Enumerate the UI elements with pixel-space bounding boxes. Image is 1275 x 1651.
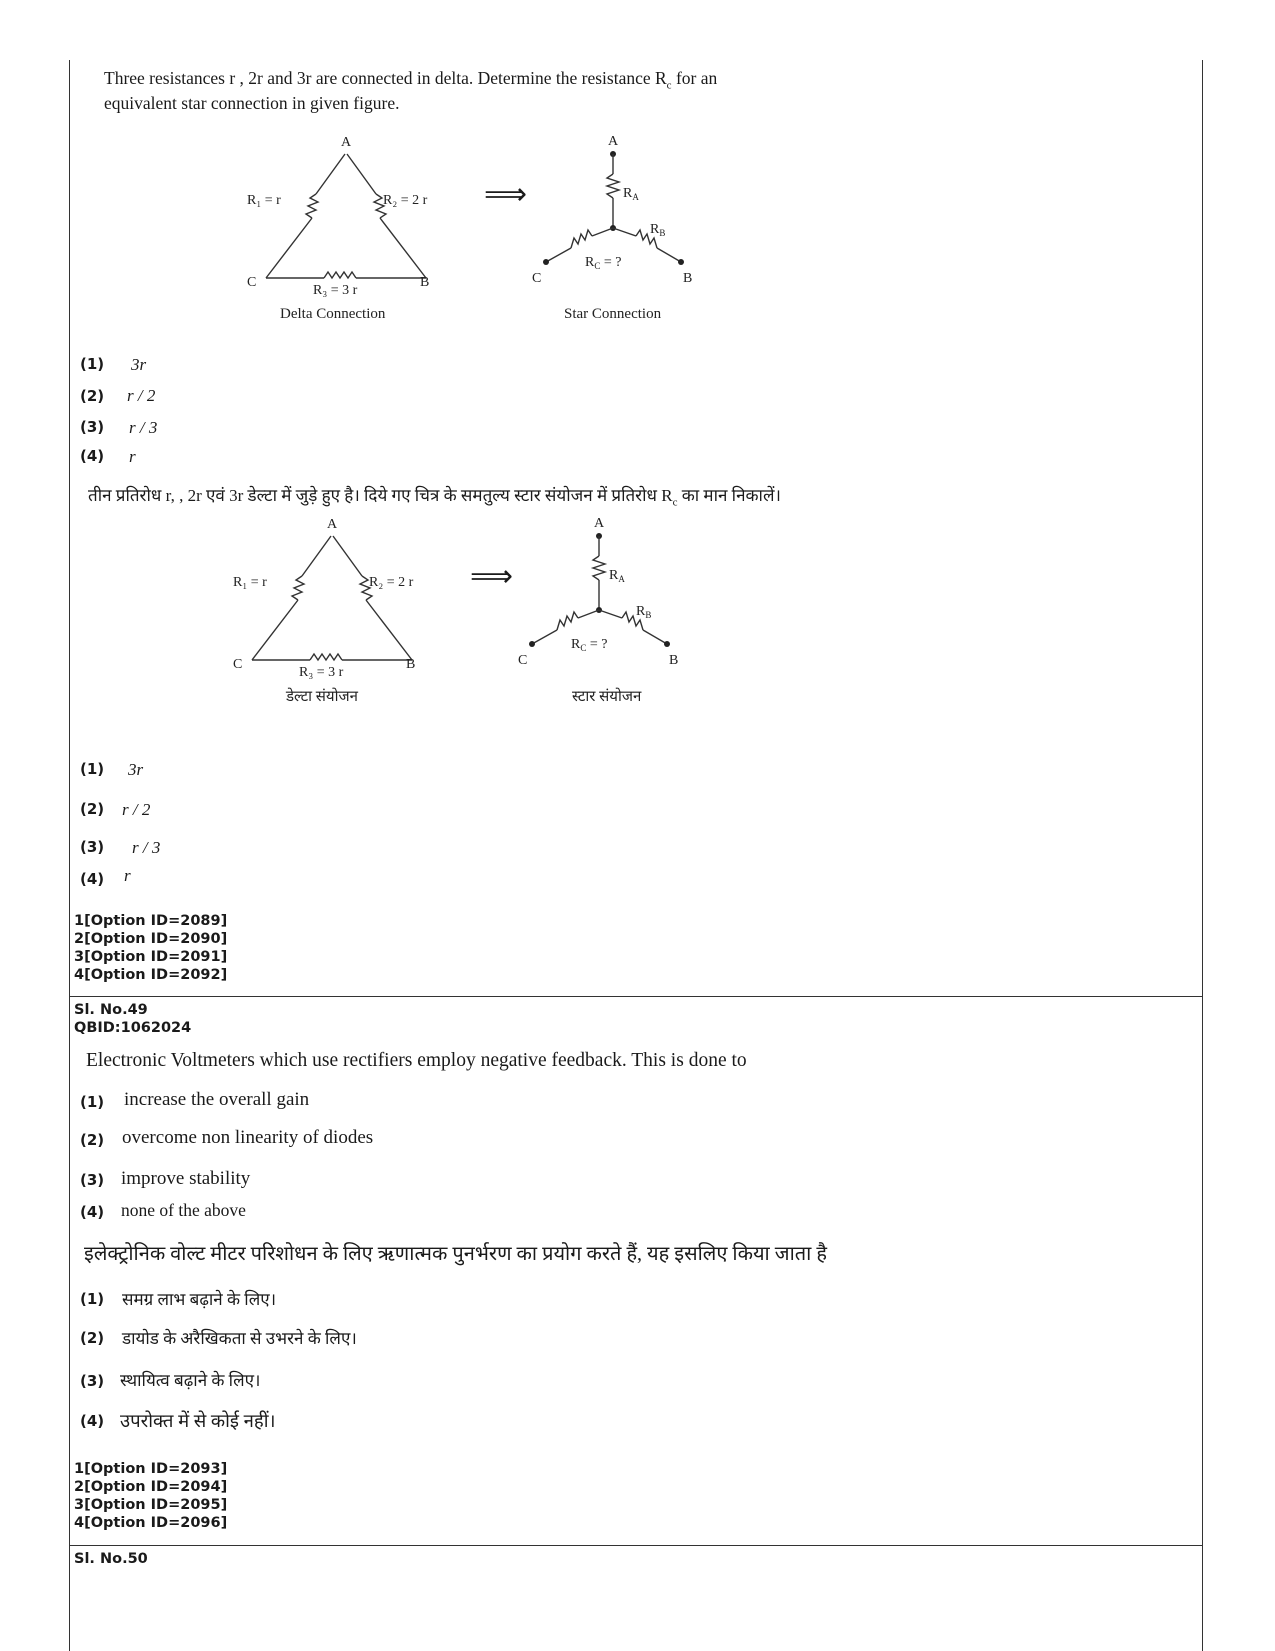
option-text: समग्र लाभ बढ़ाने के लिए। [122,1290,277,1309]
option-number: (1) [80,355,105,373]
delta-r1-label: R₁ = r [247,193,281,208]
option-number: (4) [80,447,105,465]
star-rb-label: $R_B$ [650,222,666,238]
star-ra-label: $R_A$ [623,186,639,202]
option-number: (3) [80,1372,105,1390]
option-id: 3[Option ID=2091] [74,949,228,965]
star-node-c: C [532,271,542,286]
option-text: r / 3 [129,418,158,437]
option-text: overcome non linearity of diodes [122,1127,374,1148]
option-number: (1) [80,760,105,778]
star-caption: स्टार संयोजन [572,689,642,705]
option-number: (3) [80,838,105,856]
option-number: (4) [80,1203,105,1221]
option-number: (2) [80,1131,105,1149]
option-id: 1[Option ID=2089] [74,913,228,929]
serial-number: Sl. No.50 [74,1551,148,1567]
delta-node-b: B [406,657,416,672]
option-number: (1) [80,1290,105,1308]
option-text: उपरोक्त में से कोई नहीं। [120,1412,276,1432]
star-rc-label: $R_C$ = ? [571,637,608,653]
star-caption: Star Connection [564,306,662,322]
option-number: (2) [80,387,105,405]
option-text: 3r [128,760,144,779]
option-number: (3) [80,1171,105,1189]
option-text: r [124,866,131,885]
delta-r3-label: R₃ = 3 r [313,283,358,298]
delta-r1-label: R₁ = r [233,575,267,590]
star-node-a: A [608,134,619,149]
option-text: none of the above [121,1200,246,1220]
delta-caption: डेल्टा संयोजन [286,689,358,705]
delta-node-c: C [233,657,243,672]
delta-r2-label: R₂ = 2 r [383,193,428,208]
option-text: r / 2 [127,386,156,405]
serial-number: Sl. No.49 [74,1002,148,1018]
option-id-list [74,912,227,984]
option-id: 1[Option ID=2093] [74,1461,228,1477]
option-id-list [74,1460,227,1532]
question-divider [69,1545,1203,1546]
option-text: improve stability [121,1168,251,1189]
option-number: (3) [80,418,105,436]
delta-node-b: B [420,275,430,290]
star-ra-label: $R_A$ [609,568,625,584]
question-text-en-line2: equivalent star connection in given figure. [104,93,400,113]
option-text: r / 3 [132,838,161,857]
star-node-b: B [669,653,679,668]
delta-node-a: A [327,517,338,532]
delta-r2-label: R₂ = 2 r [369,575,414,590]
star-node-a: A [594,516,605,531]
question-divider [69,996,1203,997]
star-diagram-hi [518,514,726,714]
option-text: 3r [131,355,147,374]
delta-diagram-hi [226,514,446,714]
option-id: 4[Option ID=2096] [74,1515,228,1531]
option-number: (4) [80,1412,105,1430]
star-diagram [532,132,740,332]
option-id: 4[Option ID=2092] [74,967,228,983]
option-text: increase the overall gain [124,1089,310,1110]
question-text-en: Three resistances r , 2r and 3r are connected in delta. Determine the resistance $R_c$ for an [104,68,718,92]
option-number: (2) [80,1329,105,1347]
star-rc-label: $R_C$ = ? [585,255,622,271]
option-text: r [129,447,136,466]
question-text-en: Electronic Voltmeters which use rectifiers employ negative feedback. This is done to [86,1050,747,1071]
option-text: डायोड के अरैखिकता से उभरने के लिए। [122,1329,357,1348]
qbid: QBID:1062024 [74,1020,192,1036]
star-node-c: C [518,653,528,668]
question-text-hi: इलेक्ट्रोनिक वोल्ट मीटर परिशोधन के लिए ऋणात्मक पुनर्भरण का प्रयोग करते हैं, यह इसलिए किया जाता है [84,1243,827,1265]
option-number: (2) [80,800,105,818]
option-number: (1) [80,1093,105,1111]
delta-r3-label: R₃ = 3 r [299,665,344,680]
option-id: 3[Option ID=2095] [74,1497,228,1513]
delta-node-a: A [341,135,352,150]
question-text-hi: तीन प्रतिरोध r, , 2r एवं 3r डेल्टा में जुड़े हुए है। दिये गए चित्र के समतुल्य स्टार संयोजन में प्रतिरोध $R_c$ का मान निकालें। [88,486,781,509]
option-text: स्थायित्व बढ़ाने के लिए। [120,1371,261,1390]
arrow-icon: ⟹ [484,178,528,211]
delta-caption: Delta Connection [280,306,386,322]
option-id: 2[Option ID=2094] [74,1479,228,1495]
arrow-icon: ⟹ [470,560,514,593]
option-number: (4) [80,870,105,888]
option-text: r / 2 [122,800,151,819]
option-id: 2[Option ID=2090] [74,931,228,947]
delta-node-c: C [247,275,257,290]
star-node-b: B [683,271,693,286]
delta-diagram [240,132,460,332]
star-rb-label: $R_B$ [636,604,652,620]
